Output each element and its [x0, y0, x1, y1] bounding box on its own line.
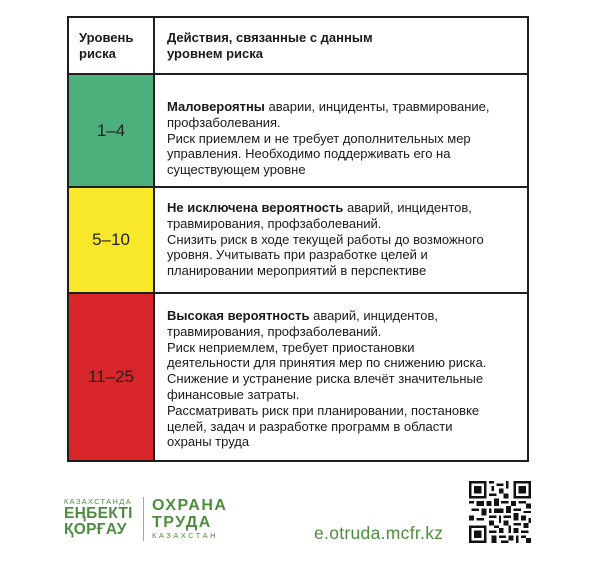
description-line: существующем уровне — [167, 162, 306, 178]
description-line: целей, задач и разработке программ в области — [167, 418, 453, 434]
header-actions-line2: уровнем риска — [167, 46, 263, 61]
description-line: финансовые затраты. — [167, 386, 300, 402]
header-level-line1: Уровень — [79, 30, 134, 45]
logo2-line1: ОХРАНА — [152, 497, 228, 514]
description-line: профзаболевания. — [167, 114, 281, 130]
description-line: аварии, инциденты, травмирование, — [264, 99, 490, 114]
description-line: деятельности для принятия мер по снижению риска. — [167, 355, 487, 371]
logo2-line2: ТРУДА — [152, 514, 212, 531]
logo2-bottom: КАЗАХСТАН — [152, 531, 218, 540]
header-level — [69, 18, 155, 75]
logo1-line2: ҚОРҒАУ — [64, 521, 127, 538]
description-line: аварий, инцидентов, — [309, 308, 439, 323]
risk-level-low: 1–4 — [69, 75, 155, 188]
description-line: уровня. Учитывать при разработке целей и — [167, 247, 428, 263]
logo1-line1: ЕҢБЕКТІ — [64, 505, 133, 522]
website-link[interactable]: e.otruda.mcfr.kz — [314, 523, 444, 543]
header-actions-line1: Действия, связанные с данным — [167, 30, 373, 45]
description-line: управления. Необходимо поддерживать его на — [167, 146, 451, 162]
logo1-top: КАЗАХСТАНДА — [64, 497, 132, 506]
enbekti-korgau-logo — [64, 497, 133, 538]
logo-divider — [143, 497, 144, 541]
risk-level-medium: 5–10 — [69, 188, 155, 294]
description-line: планировании мероприятий в перспективе — [167, 263, 427, 279]
description-line: Снизить риск в ходе текущей работы до возможного — [167, 231, 484, 247]
description-line: Снижение и устранение риска влечёт значительные — [167, 371, 484, 387]
risk-emphasis-high: Высокая вероятность — [167, 308, 310, 323]
risk-description-high — [155, 294, 527, 460]
qr-code-icon[interactable] — [469, 481, 531, 543]
header-actions — [155, 18, 527, 75]
risk-emphasis-low: Маловероятны — [167, 99, 265, 114]
description-line: Рассматривать риск при планировании, постановке — [167, 402, 480, 418]
description-line: аварий, инцидентов, — [343, 200, 472, 215]
description-line: Риск приемлем и не требует дополнительных мер — [167, 130, 471, 146]
description-line: Риск неприемлем, требует приостановки — [167, 339, 415, 355]
description-line: травмирования, профзаболеваний. — [167, 215, 382, 231]
header-level-line2: риска — [79, 46, 116, 61]
description-line: травмирования, профзаболеваний. — [167, 323, 382, 339]
risk-emphasis-medium: Не исключена вероятность — [167, 200, 344, 215]
risk-description-medium — [155, 188, 527, 294]
description-line: охраны труда — [167, 434, 250, 450]
risk-table — [67, 16, 529, 462]
risk-description-low — [155, 75, 527, 188]
okhrana-truda-logo — [152, 497, 227, 540]
risk-level-high: 11–25 — [69, 294, 155, 460]
